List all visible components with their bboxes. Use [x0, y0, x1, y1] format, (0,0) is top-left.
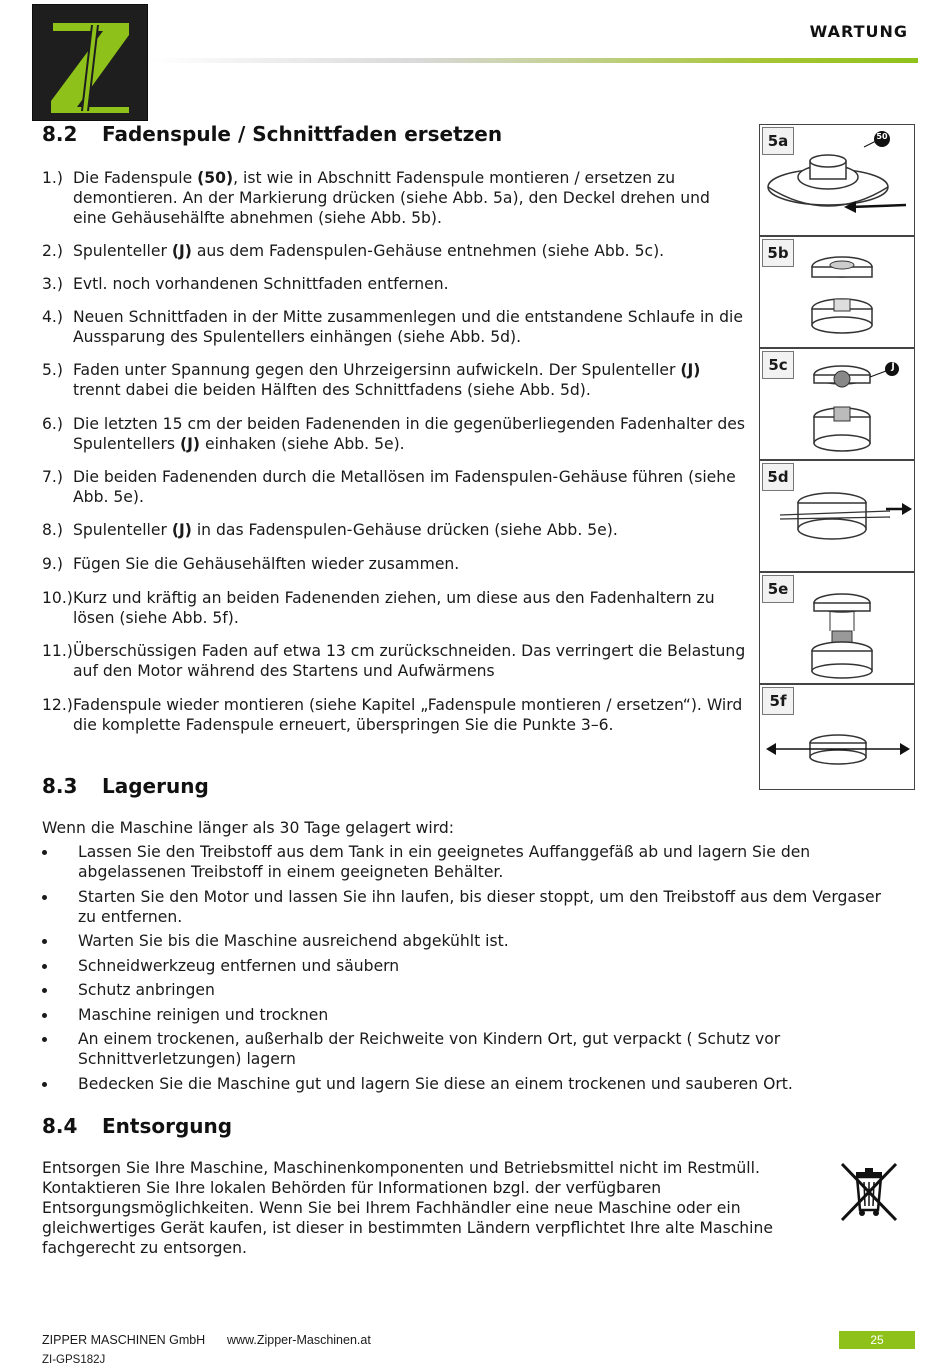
figure-5c — [759, 348, 915, 460]
bullet-icon — [42, 964, 47, 969]
list-item: Warten Sie bis die Maschine ausreichend abgekühlt ist. — [42, 931, 902, 951]
section-heading-8-4 — [42, 1114, 232, 1138]
step-number: 2.) — [42, 242, 63, 260]
figure-label: 5a — [762, 127, 794, 155]
step-number: 8.) — [42, 521, 63, 539]
step-item — [42, 695, 747, 735]
footer-company: ZIPPER MASCHINEN GmbH — [42, 1333, 206, 1347]
bullet-icon — [42, 939, 47, 944]
section-title: Entsorgung — [102, 1114, 233, 1138]
part-letter-callout: J — [891, 362, 895, 372]
step-item — [42, 414, 747, 454]
step-number: 5.) — [42, 361, 63, 379]
list-item: Bedecken Sie die Maschine gut und lagern Sie diese an einem trockenen und sauberen Ort. — [42, 1074, 902, 1094]
step-item — [42, 168, 747, 228]
step-item — [42, 554, 747, 574]
storage-intro: Wenn die Maschine länger als 30 Tage gelagert wird: — [42, 819, 455, 837]
section-title: Lagerung — [102, 774, 209, 798]
step-item — [42, 241, 747, 261]
figure-5d — [759, 460, 915, 572]
figure-5f — [759, 684, 915, 790]
step-item — [42, 307, 747, 347]
step-number: 10.) — [42, 589, 73, 607]
bullet-icon — [42, 1082, 47, 1087]
bullet-icon — [42, 895, 47, 900]
section-number: 8.3 — [42, 774, 78, 798]
list-item: Schneidwerkzeug entfernen und säubern — [42, 956, 902, 976]
section-number: 8.4 — [42, 1114, 78, 1138]
footer-website-link[interactable]: www.Zipper-Maschinen.at — [227, 1333, 371, 1347]
step-text: Faden unter Spannung gegen den Uhrzeigersinn aufwickeln. Der Spulenteller (J) trennt dabei die beiden Hälften des Schnittfadens (siehe Abb. 5d). — [73, 361, 701, 399]
step-number: 7.) — [42, 468, 63, 486]
figure-column — [759, 124, 915, 790]
step-item — [42, 274, 747, 294]
step-item — [42, 467, 747, 507]
step-text: Spulenteller (J) aus dem Fadenspulen-Gehäuse entnehmen (siehe Abb. 5c). — [73, 242, 665, 260]
part-number-callout: 50 — [876, 132, 888, 141]
section-title: Fadenspule / Schnittfaden ersetzen — [102, 122, 503, 146]
figure-label: 5c — [762, 351, 794, 379]
list-item: Maschine reinigen und trocknen — [42, 1005, 902, 1025]
figure-label: 5d — [762, 463, 794, 491]
step-number: 3.) — [42, 275, 63, 293]
step-text: Die beiden Fadenenden durch die Metallösen im Fadenspulen-Gehäuse führen (siehe Abb. 5e). — [73, 468, 736, 506]
step-item — [42, 588, 747, 628]
step-number: 12.) — [42, 696, 73, 714]
step-text: Spulenteller (J) in das Fadenspulen-Gehäuse drücken (siehe Abb. 5e). — [73, 521, 618, 539]
chapter-label: WARTUNG — [809, 22, 908, 41]
figure-label: 5f — [762, 687, 794, 715]
step-number: 11.) — [42, 642, 73, 660]
figure-5e — [759, 572, 915, 684]
list-item: Lassen Sie den Treibstoff aus dem Tank in ein geeignetes Auffanggefäß ab und lagern Sie den abgelassenen Treibstoff in einem geeigneten Behälter. — [42, 842, 902, 882]
step-text: Die Fadenspule (50), ist wie in Abschnitt Fadenspule montieren / ersetzen zu demontieren. An der Markierung drücken (siehe Abb. 5a), den Deckel drehen und eine Gehäusehälfte abnehmen (siehe Abb. 5b). — [73, 169, 710, 227]
step-text: Fadenspule wieder montieren (siehe Kapitel „Fadenspule montieren / ersetzen“). Wird die komplette Fadenspule erneuert, überspringen Sie die Punkte 3–6. — [73, 696, 743, 734]
step-number: 9.) — [42, 555, 63, 573]
disposal-text: Entsorgen Sie Ihre Maschine, Maschinenkomponenten und Betriebsmittel nicht im Restmüll. Kontaktieren Sie Ihre lokalen Behörden für Informationen bzgl. der verfügbaren Entsorgungsmöglichkeiten. Wenn Sie bei Ihrem Fachhändler eine neue Maschine oder ein gleichwertiges Gerät kaufen, ist dieser in bestimmten Ländern verpflichtet Ihre alte Maschine fachgerecht zu entsorgen. — [42, 1159, 773, 1257]
section-number: 8.2 — [42, 122, 78, 146]
step-number: 6.) — [42, 415, 63, 433]
list-item: Schutz anbringen — [42, 980, 902, 1000]
bullet-icon — [42, 1013, 47, 1018]
section-heading-8-3 — [42, 774, 209, 798]
step-text: Evtl. noch vorhandenen Schnittfaden entfernen. — [73, 275, 449, 293]
step-item — [42, 641, 747, 681]
step-number: 4.) — [42, 308, 63, 326]
bullet-icon — [42, 988, 47, 993]
figure-5b — [759, 236, 915, 348]
storage-bullet-list — [42, 842, 902, 1098]
page-number-badge: 25 — [839, 1331, 915, 1349]
zipper-z-logo-icon — [33, 5, 147, 120]
figure-label: 5e — [762, 575, 794, 603]
step-text: Fügen Sie die Gehäusehälften wieder zusammen. — [73, 555, 460, 573]
bullet-icon — [42, 850, 47, 855]
crossed-out-wheelie-bin-icon — [838, 1160, 900, 1224]
footer-model-number: ZI-GPS182J — [42, 1354, 106, 1366]
figure-5a — [759, 124, 915, 236]
step-text: Neuen Schnittfaden in der Mitte zusammenlegen und die entstandene Schlaufe in die Aussparung des Spulentellers einhängen (siehe Abb. 5d). — [73, 308, 743, 346]
section-heading-8-2 — [42, 122, 502, 146]
step-item — [42, 520, 747, 540]
figure-label: 5b — [762, 239, 794, 267]
step-text: Kurz und kräftig an beiden Fadenenden ziehen, um diese aus den Fadenhaltern zu lösen (siehe Abb. 5f). — [73, 589, 715, 627]
step-item — [42, 360, 747, 400]
list-item: Starten Sie den Motor und lassen Sie ihn laufen, bis dieser stoppt, um den Treibstoff aus dem Vergaser zu entfernen. — [42, 887, 902, 927]
zipper-logo — [32, 4, 148, 121]
step-text: Überschüssigen Faden auf etwa 13 cm zurückschneiden. Das verringert die Belastung auf den Motor während des Startens und Aufwärmens — [73, 642, 746, 680]
list-item: An einem trockenen, außerhalb der Reichweite von Kindern Ort, gut verpackt ( Schutz vor Schnittverletzungen) lagern — [42, 1029, 902, 1069]
bullet-icon — [42, 1037, 47, 1042]
step-number: 1.) — [42, 169, 63, 187]
step-text: Die letzten 15 cm der beiden Fadenenden in die gegenüberliegenden Fadenhalter des Spulentellers (J) einhaken (siehe Abb. 5e). — [73, 415, 745, 453]
header-rule — [149, 58, 918, 63]
